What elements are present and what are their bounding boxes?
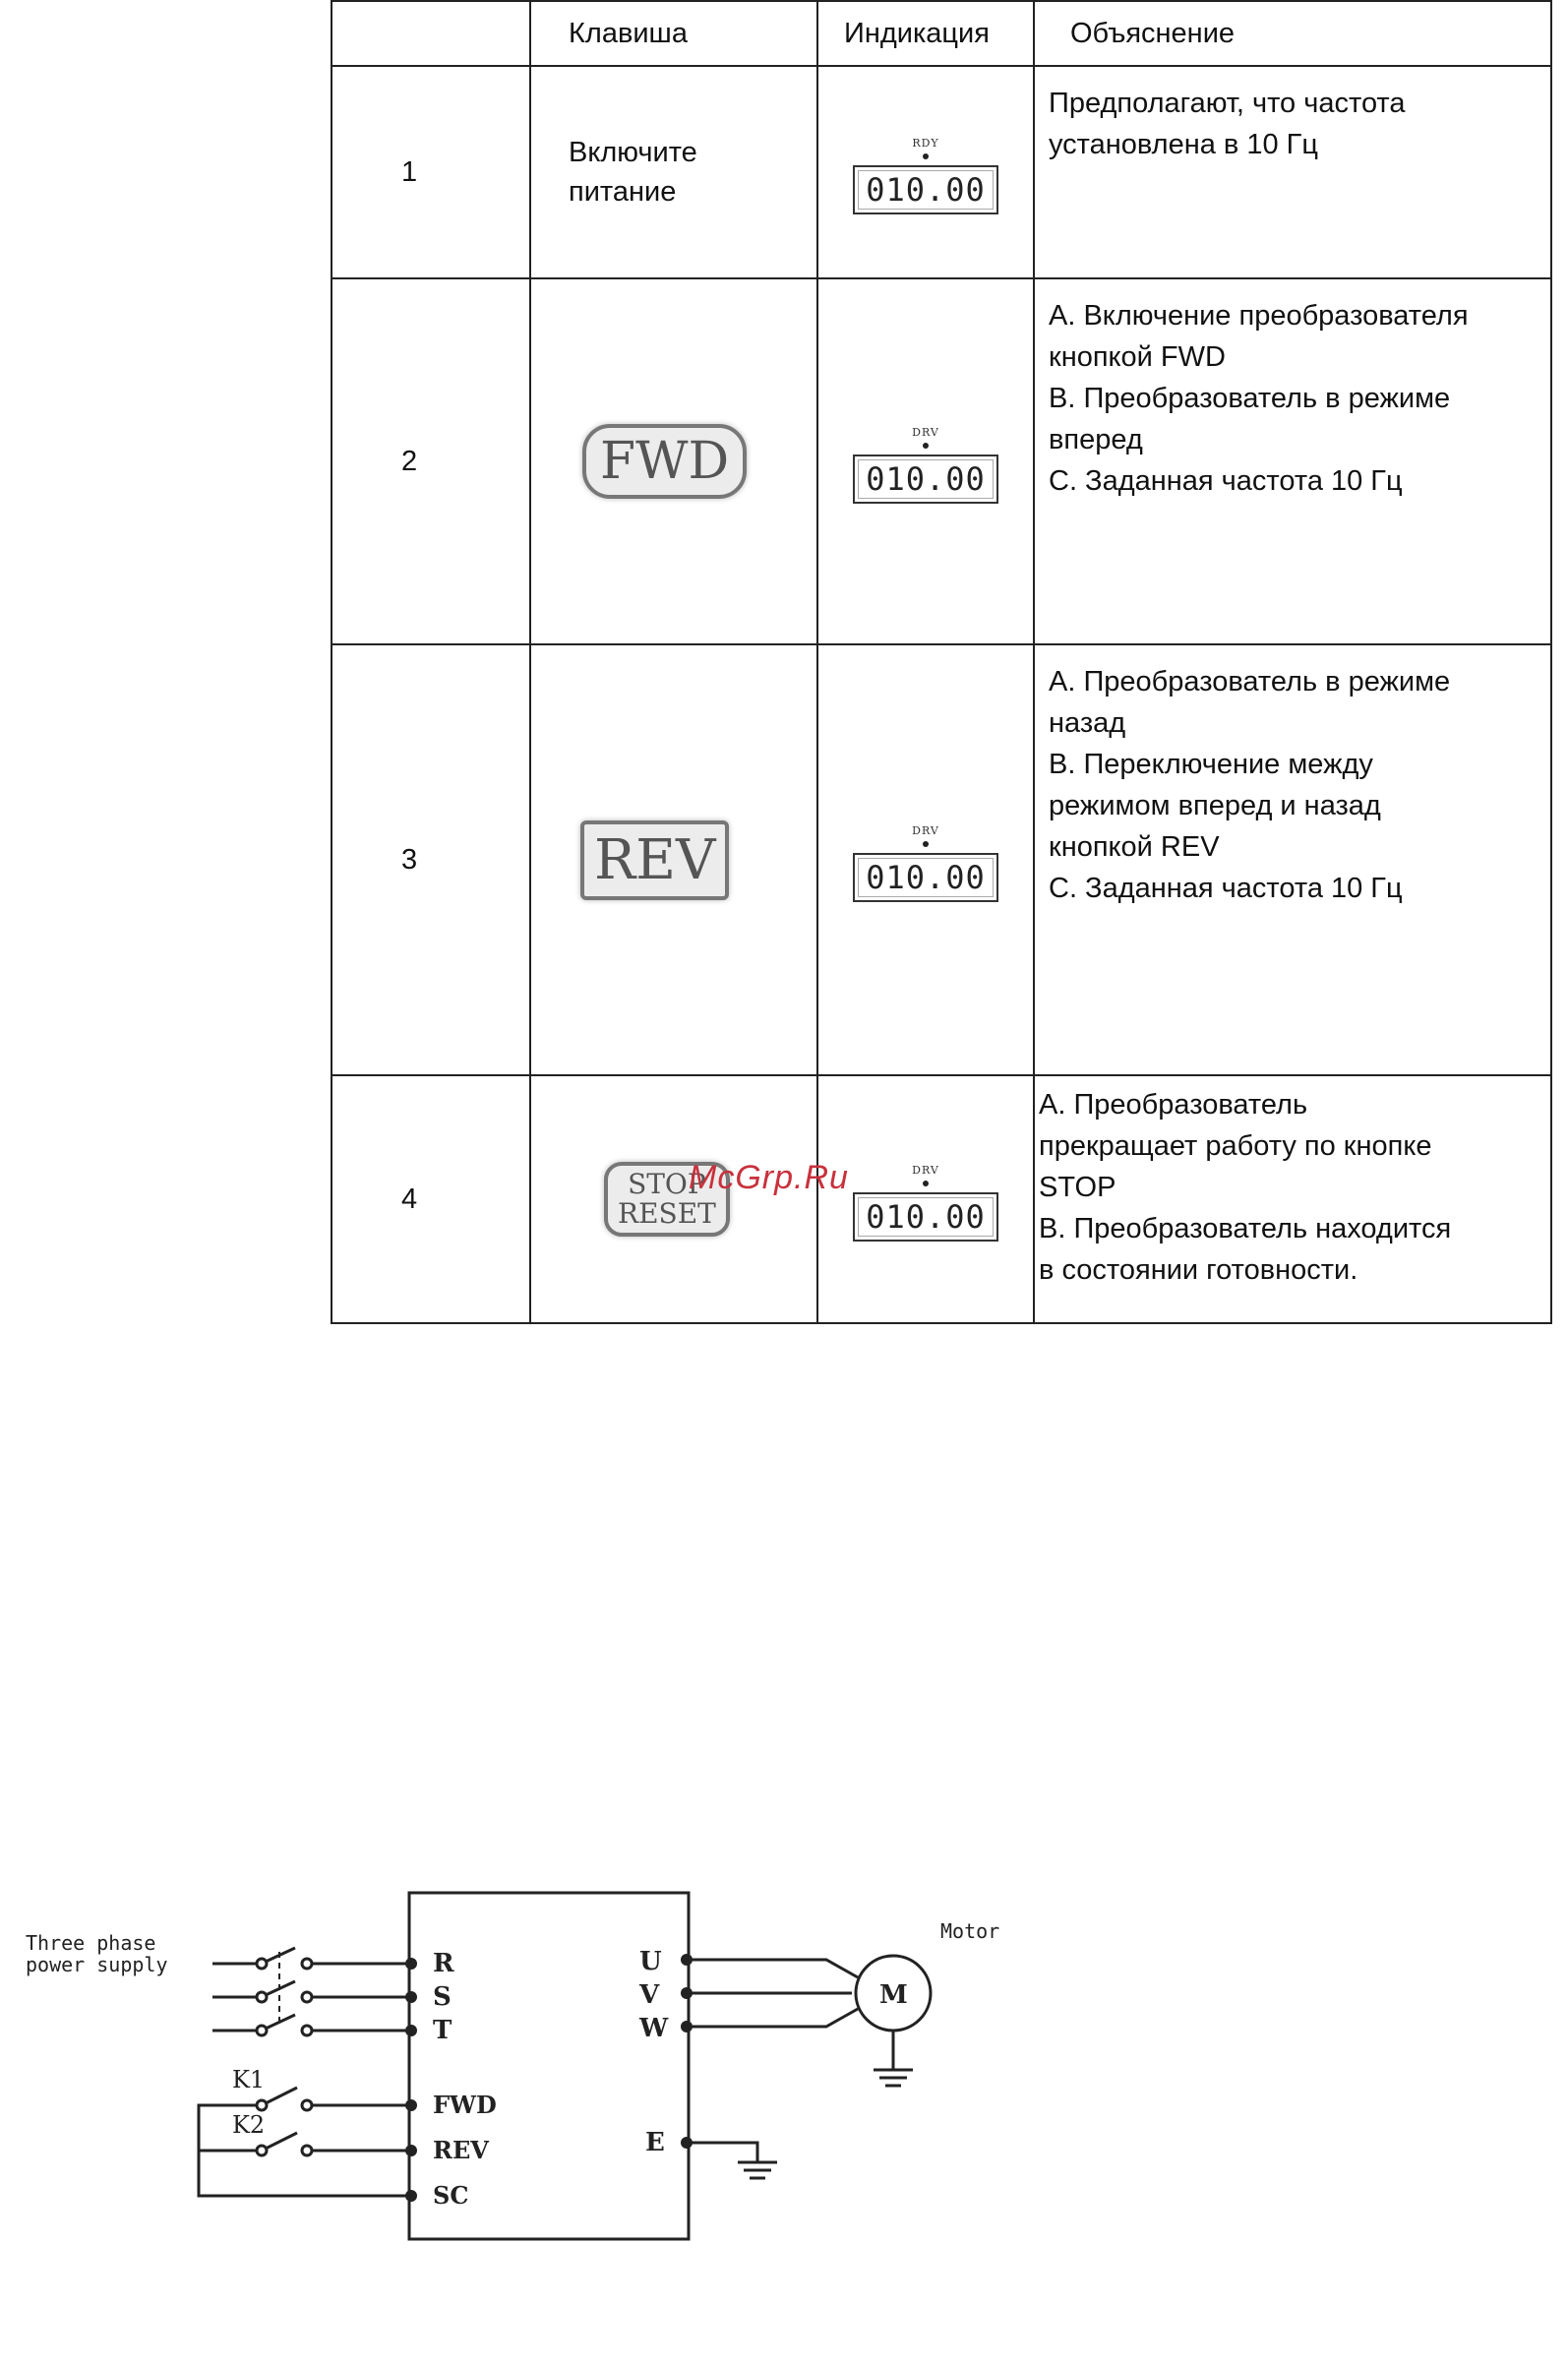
indication-cell	[817, 1075, 1034, 1323]
lcd-screen-value: 010.00	[853, 1192, 998, 1242]
explanation-cell: Предполагают, что частота установлена в 10 Гц	[1034, 66, 1551, 278]
header-number	[332, 1, 530, 66]
row-number: 3	[332, 644, 530, 1075]
switch-k1-label: K1	[232, 2066, 266, 2093]
row-number: 4	[332, 1075, 530, 1323]
terminal-sc: SC	[433, 2181, 469, 2210]
stop-reset-key-icon: STOP RESET	[604, 1162, 730, 1237]
terminal-v: V	[639, 1980, 660, 2010]
supply-label-line1: Three phase	[26, 1931, 156, 1955]
table-row	[332, 66, 1551, 278]
indicator-led-icon	[923, 153, 929, 159]
row-number: 1	[332, 66, 530, 278]
e-ground-icon	[687, 2143, 777, 2178]
table-row	[332, 278, 1551, 644]
rev-key-icon: REV	[580, 820, 729, 900]
terminal-s: S	[433, 1982, 452, 2012]
terminal-rev: REV	[433, 2136, 489, 2164]
lcd-screen-value: 010.00	[853, 165, 998, 214]
indication-cell	[817, 278, 1034, 644]
explanation-cell: А. Преобразователь прекращает работу по кнопке STOP В. Преобразователь находится в состоянии готовности.	[1034, 1075, 1551, 1323]
drv-indicator-label: DRV	[912, 1163, 939, 1177]
explanation-cell: А. Преобразователь в режиме назад В. Переключение между режимом вперед и назад кнопкой REV С. Заданная частота 10 Гц	[1034, 644, 1551, 1075]
explanation-cell: А. Включение преобразователя кнопкой FWD В. Преобразователь в режиме вперед С. Заданная частота 10 Гц	[1034, 278, 1551, 644]
terminal-t: T	[433, 2016, 452, 2045]
key-cell	[530, 278, 817, 644]
indication-cell	[817, 66, 1034, 278]
terminal-w: W	[639, 2014, 669, 2043]
table-header-row	[332, 1, 1551, 66]
key-cell	[530, 1075, 817, 1323]
table-row	[332, 1075, 1551, 1323]
indicator-led-icon	[923, 1181, 929, 1186]
header-key: Клавиша	[530, 1, 817, 66]
table-row	[332, 644, 1551, 1075]
operation-table	[331, 0, 1552, 1324]
terminal-r: R	[433, 1949, 454, 1978]
control-switches	[199, 2088, 411, 2196]
terminal-fwd: FWD	[433, 2091, 497, 2119]
supply-switches	[212, 1948, 411, 2035]
terminal-u: U	[639, 1947, 662, 1976]
lcd-screen-value: 010.00	[853, 853, 998, 902]
switch-k2-label: K2	[232, 2111, 266, 2139]
motor-ground-icon	[874, 2031, 913, 2086]
watermark: McGrp.Ru	[689, 1159, 849, 1196]
key-cell	[530, 66, 817, 278]
key-instruction: Включите питание	[569, 137, 697, 208]
indicator-led-icon	[923, 841, 929, 847]
lcd-display	[853, 824, 998, 902]
supply-label-line2: power supply	[26, 1953, 168, 1976]
fwd-key-icon: FWD	[582, 424, 747, 499]
drv-indicator-label: DRV	[912, 425, 939, 439]
indication-cell	[817, 644, 1034, 1075]
motor-label: Motor	[940, 1919, 1000, 1943]
lcd-display	[853, 1164, 998, 1242]
header-indication: Индикация	[817, 1, 1034, 66]
key-cell	[530, 644, 817, 1075]
lcd-display	[853, 137, 998, 214]
header-explanation: Объяснение	[1034, 1, 1551, 66]
motor-symbol: M	[879, 1980, 908, 2010]
wiring-diagram	[0, 1869, 1082, 2263]
indicator-led-icon	[923, 443, 929, 449]
rdy-indicator-label: RDY	[912, 136, 939, 150]
lcd-display	[853, 426, 998, 504]
row-number: 2	[332, 278, 530, 644]
terminal-e: E	[645, 2128, 665, 2157]
lcd-screen-value: 010.00	[853, 455, 998, 504]
drv-indicator-label: DRV	[912, 823, 939, 837]
